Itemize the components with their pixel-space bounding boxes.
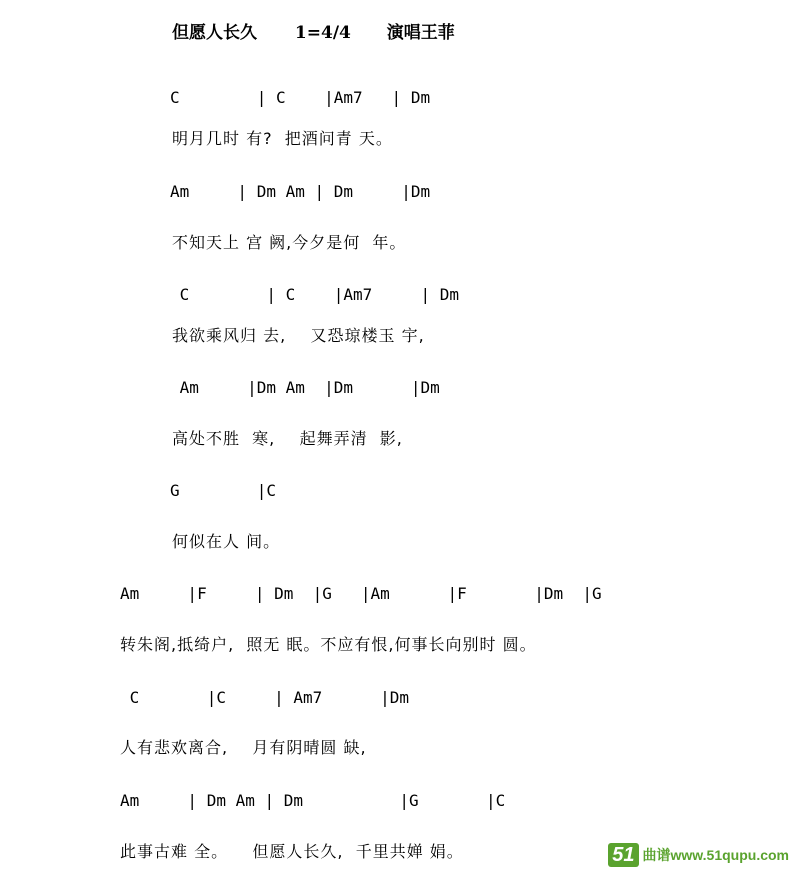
song-header <box>172 18 455 43</box>
lyric-line: 转朱阁,抵绮户, 照无 眠。不应有恨,何事长向别时 圆。 <box>120 635 537 654</box>
lyric-line: 何似在人 间。 <box>172 532 281 551</box>
lyric-line: 人有悲欢离合, 月有阴晴圆 缺, <box>120 738 367 757</box>
lyric-line: 高处不胜 寒, 起舞弄清 影, <box>172 429 403 448</box>
chord-line: Am |F | Dm |G |Am |F |Dm |G <box>120 584 602 603</box>
chord-line: C | C |Am7 | Dm <box>170 88 431 107</box>
lyric-line: 明月几时 有? 把酒问青 天。 <box>172 129 393 148</box>
site-url: 曲谱www.51qupu.com <box>642 847 789 863</box>
song-key: 1=4/4 <box>294 23 351 43</box>
chord-line: G |C <box>170 481 276 500</box>
lyric-line: 不知天上 宫 阙,今夕是何 年。 <box>172 233 407 252</box>
chord-line: Am | Dm Am | Dm |G |C <box>120 791 506 810</box>
song-title: 但愿人长久 <box>172 23 257 43</box>
site-logo: 51 <box>608 843 638 867</box>
song-singer: 演唱王菲 <box>386 23 455 43</box>
lyric-line: 此事古难 全。 但愿人长久, 千里共婵 娟。 <box>120 842 464 861</box>
chord-line: C |C | Am7 |Dm <box>120 688 409 707</box>
chord-line: C | C |Am7 | Dm <box>170 285 459 304</box>
chord-line: Am |Dm Am |Dm |Dm <box>170 378 440 397</box>
site-watermark <box>608 843 789 867</box>
lyric-line: 我欲乘风归 去, 又恐琼楼玉 宇, <box>172 326 425 345</box>
chord-line: Am | Dm Am | Dm |Dm <box>170 182 431 201</box>
